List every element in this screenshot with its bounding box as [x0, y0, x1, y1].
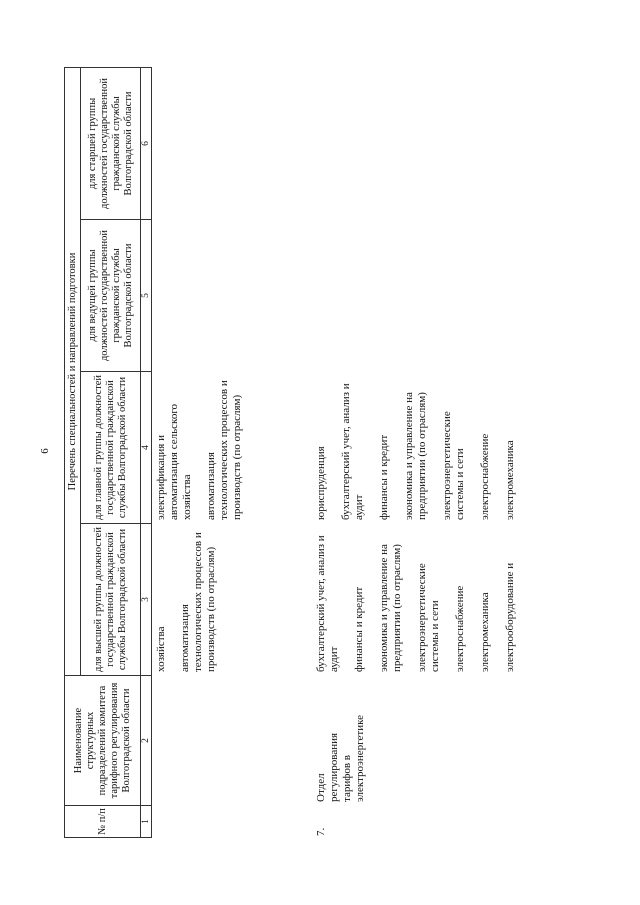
header-group-lead: для ведущей группы должностей государственной гражданской службы Волгоградской области [81, 220, 141, 372]
header-group-senior: для старшей группы должностей государственной гражданской службы Волгоградской области [81, 67, 141, 219]
list-item: электроснабжение [454, 585, 466, 672]
row-number: 7. [315, 827, 327, 836]
list-item: автоматизация технологических процессов и производств (по отраслям) [205, 380, 243, 520]
specialties-table [64, 67, 152, 838]
table-body [152, 58, 622, 838]
document-sheet [64, 0, 624, 838]
list-item: электрооборудование и [504, 562, 516, 672]
col-number: 5 [141, 220, 152, 372]
list-item: электроснабжение [479, 433, 491, 520]
cell-col5-carry [155, 372, 256, 520]
cell-col5 [315, 372, 529, 520]
list-item: экономика и управление на предприятии (по отраслям) [378, 544, 403, 672]
list-item: бухгалтерский учет, анализ и аудит [315, 535, 340, 672]
col-number: 1 [141, 806, 152, 838]
header-specialties: Перечень специальностей и направлений подготовки [65, 67, 81, 675]
list-item: юриспруденция [315, 446, 327, 520]
list-item: финансы и кредит [353, 586, 365, 672]
header-num: № п/п [65, 806, 141, 838]
cell-col4-carry [155, 524, 230, 672]
list-item: электромеханика [504, 440, 516, 520]
list-item: бухгалтерский учет, анализ и аудит [340, 383, 365, 520]
page-number: 6 [39, 448, 51, 454]
department-name: Отдел регулирования тарифов в электроэнергетике [315, 714, 366, 802]
col-number: 2 [141, 676, 152, 806]
col-number: 4 [141, 372, 152, 524]
list-item: хозяйства [155, 626, 167, 672]
list-item: электроэнергетические системы и сети [416, 563, 441, 672]
list-item: электромеханика [479, 592, 491, 672]
cell-col4 [315, 524, 529, 672]
header-group-high: для высшей группы должностей государственной гражданской службы Волгоградской области [81, 524, 141, 676]
list-item: электроэнергетические системы и сети [441, 411, 466, 520]
list-item: электрификация и автоматизация сельского хозяйства [155, 403, 193, 520]
list-item: автоматизация технологических процессов и производств (по отраслям) [179, 532, 217, 672]
col-number: 6 [141, 67, 152, 219]
col-number: 3 [141, 524, 152, 676]
header-department: Наименование структурных подразделений комитета тарифного регулирования Волгоградской области [65, 676, 141, 806]
list-item: финансы и кредит [378, 434, 390, 520]
list-item: экономика и управление на предприятии (по отраслям) [403, 392, 428, 520]
header-group-main: для главной группы должностей государственной гражданской службы Волгоградской области [81, 372, 141, 524]
